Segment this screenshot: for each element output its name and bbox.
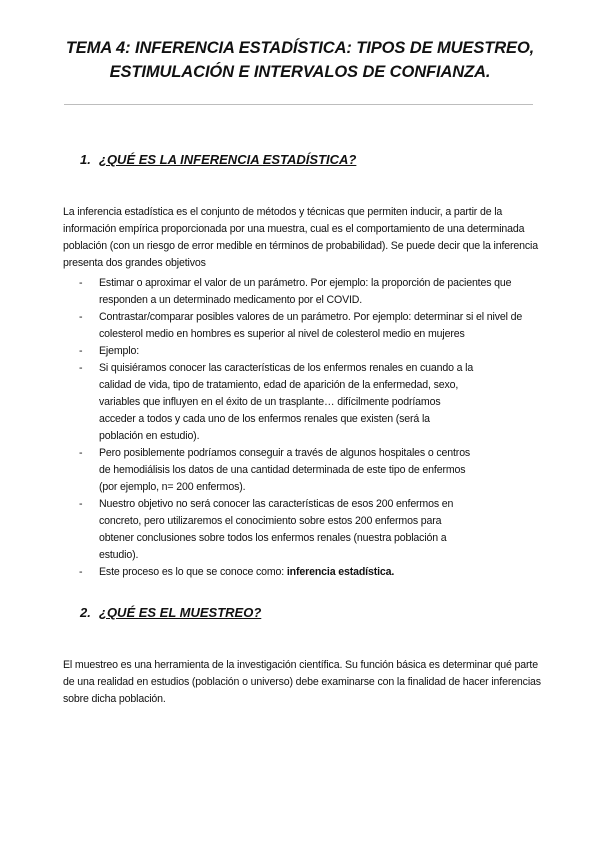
sub-bullet-text: Este proceso es lo que se conoce como:	[99, 566, 287, 578]
sub-bullet-text: Si quisiéramos conocer las características de los enfermos renales en cuando a la calidad de vida, tipo de tratamiento, edad de aparición de la enfermedad, sexo, variables que influyen en el éxito de un trasplante… difícilmente podríamos acceder a todos y cada uno de los enfermos renales que existen (será la población en estudio).	[99, 362, 474, 442]
section-1-paragraph: La inferencia estadística es el conjunto de métodos y técnicas que permiten inducir, a partir de la información empírica proporcionada por una muestra, cual es el comportamiento de una determinada población (con un riesgo de error medible en términos de probabilidad). Se puede decir que la inferencia presenta dos grandes objetivos	[63, 206, 538, 269]
sub-bullet-item	[99, 360, 475, 445]
bullet-item	[99, 343, 549, 581]
key-term: inferencia estadística.	[286, 566, 395, 578]
document-title	[40, 36, 560, 84]
section-1-heading	[80, 151, 356, 169]
section-1-bullet-list	[99, 275, 549, 581]
bullet-text: Estimar o aproximar el valor de un parámetro. Por ejemplo: la proporción de pacientes que responden a un determinado medicamento por el COVID.	[99, 277, 512, 306]
sub-bullet-item	[99, 496, 475, 564]
sub-bullet-text: Pero posiblemente podríamos conseguir a través de algunos hospitales o centros de hemodiálisis los datos de una cantidad determinada de este tipo de enfermos (por ejemplo, n= 200 enfermos).	[99, 447, 471, 493]
title-divider	[64, 104, 533, 105]
section-2-paragraph: El muestreo es una herramienta de la investigación científica. Su función básica es determinar qué parte de una realidad en estudios (población o universo) debe examinarse con la finalidad de hacer inferencias sobre dicha población.	[63, 659, 541, 705]
sub-bullet-item	[99, 445, 475, 496]
bullet-item	[99, 309, 549, 343]
sub-bullet-text: Nuestro objetivo no será conocer las características de esos 200 enfermos en concreto, pero utilizaremos el conocimiento sobre estos 200 enfermos para obtener conclusiones sobre todos los enfermos renales (nuestra población a estudio).	[99, 498, 454, 561]
bullet-text: Contrastar/comparar posibles valores de un parámetro. Por ejemplo: determinar si el nivel de colesterol medio en hombres es superior al nivel de colesterol medio en mujeres	[99, 311, 523, 340]
title-line-1: TEMA 4: INFERENCIA ESTADÍSTICA: TIPOS DE MUESTREO,	[65, 39, 535, 57]
section-2-title: ¿QUÉ ES EL MUESTREO?	[99, 605, 262, 620]
section-2-heading	[80, 604, 261, 622]
example-sub-list	[99, 360, 475, 581]
bullet-text: Ejemplo:	[99, 345, 140, 357]
title-line-2: ESTIMULACIÓN E INTERVALOS DE CONFIANZA.	[109, 63, 491, 81]
section-1-title: ¿QUÉ ES LA INFERENCIA ESTADÍSTICA?	[99, 152, 357, 167]
section-2-number: 2.	[80, 605, 91, 620]
bullet-item	[99, 275, 549, 309]
section-1-number: 1.	[80, 152, 91, 167]
sub-bullet-item	[99, 564, 475, 581]
